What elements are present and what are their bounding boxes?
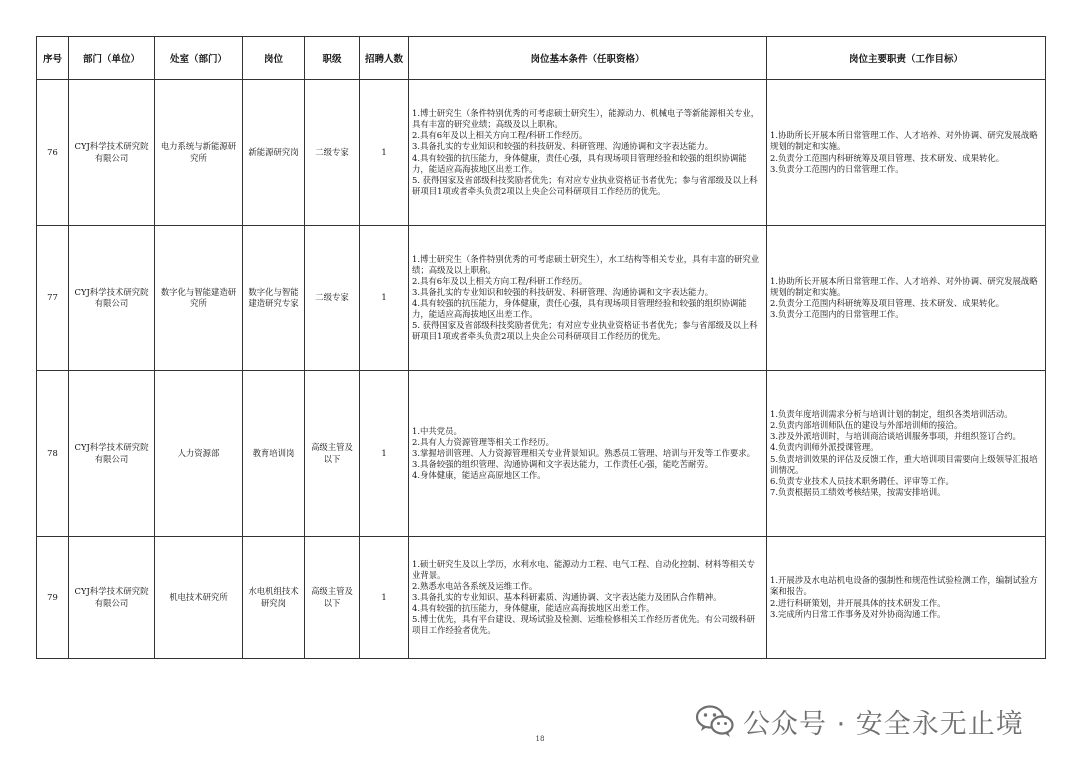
header-unit: 部门（单位） — [69, 37, 155, 80]
cell-dept: 数字化与智能建造研究所 — [155, 226, 243, 371]
cell-unit: CYJ科学技术研究院有限公司 — [69, 537, 155, 659]
cell-requirements: 1.硕士研究生及以上学历，水利水电、能源动力工程、电气工程、自动化控制、材料等相关专业背景。 2.熟悉水电站各系统及运维工作。 3.具备扎实的专业知识、基本科研素质、沟通协调、文字表达能力及团队合作精神。 4.具有较强的抗压能力，身体健康，能适应高海拔地区出差工作。 5.博士优先，具有平台建设、现场试验及检测、运维检修相关工作经历者优先。有公司级科研项目工作经验者优先。 — [409, 537, 767, 659]
cell-duties: 1.开展涉及水电站机电设备的强制性和规范性试验检测工作，编制试验方案和报告。 2.进行科研策划，并开展具体的技术研发工作。 3.完成所内日常工作事务及对外协商沟通工作。 — [767, 537, 1046, 659]
cell-level: 二级专家 — [305, 80, 360, 226]
cell-unit: CYJ科学技术研究院有限公司 — [69, 371, 155, 537]
table-row — [37, 537, 1046, 659]
header-post: 岗位 — [243, 37, 305, 80]
cell-dept: 电力系统与新能源研究所 — [155, 80, 243, 226]
cell-count: 1 — [360, 371, 409, 537]
cell-unit: CYJ科学技术研究院有限公司 — [69, 80, 155, 226]
cell-count: 1 — [360, 537, 409, 659]
cell-post: 数字化与智能建造研究专家 — [243, 226, 305, 371]
cell-level: 高级主管及以下 — [305, 371, 360, 537]
cell-dept: 人力资源部 — [155, 371, 243, 537]
header-duties: 岗位主要职责（工作目标） — [767, 37, 1046, 80]
header-count: 招聘人数 — [360, 37, 409, 80]
cell-duties: 1.负责年度培训需求分析与培训计划的制定，组织各类培训活动。 2.负责内部培训师队伍的建设与外部培训师的接洽。 3.涉及外派培训时，与培训商洽谈培训服务事项，并组织签订合约。 4.负责内训师外派授课管理。 5.负责培训效果的评估及反馈工作，重大培训项目需要向上级领导汇报培训情况。 6.负责专业技术人员技术职务聘任、评审等工作。 7.负责根据员工绩效考核结果，按需安排培训。 — [767, 371, 1046, 537]
cell-count: 1 — [360, 226, 409, 371]
cell-post: 水电机组技术研究岗 — [243, 537, 305, 659]
recruitment-table — [36, 36, 1046, 659]
cell-post: 新能源研究岗 — [243, 80, 305, 226]
header-no: 序号 — [37, 37, 69, 80]
cell-level: 高级主管及以下 — [305, 537, 360, 659]
header-requirements: 岗位基本条件（任职资格） — [409, 37, 767, 80]
table-row — [37, 371, 1046, 537]
table-header-row — [37, 37, 1046, 80]
header-level: 职级 — [305, 37, 360, 80]
cell-requirements: 1.博士研究生（条件特别优秀的可考虑硕士研究生），水工结构等相关专业，具有丰富的研究业绩；高级及以上职称。 2.具有6年及以上相关方向工程/科研工作经历。 3.具备扎实的专业知识和较强的科技研发、科研管理、沟通协调和文字表达能力。 4.具有较强的抗压能力，身体健康，责任心强，具有现场项目管理经验和较强的组织协调能力，能适应高海拔地区出差工作。 5. 获得国家及省部级科技奖励者优先；有对应专业执业资格证书者优先；参与省部级及以上科研项目1项或者牵头负责2项以上央企公司科研项目工作经历的优先。 — [409, 226, 767, 371]
cell-duties: 1.协助所长开展本所日常管理工作、人才培养、对外协调、研究发展战略规划的制定和实施。 2.负责分工范围内科研统筹及项目管理、技术研发、成果转化。 3.负责分工范围内的日常管理工作。 — [767, 80, 1046, 226]
cell-unit: CYJ科学技术研究院有限公司 — [69, 226, 155, 371]
cell-no: 79 — [37, 537, 69, 659]
cell-no: 77 — [37, 226, 69, 371]
cell-post: 教育培训岗 — [243, 371, 305, 537]
page-number: 18 — [535, 735, 545, 743]
cell-level: 二级专家 — [305, 226, 360, 371]
header-dept: 处室（部门） — [155, 37, 243, 80]
wechat-icon — [695, 704, 735, 738]
watermark — [695, 698, 1055, 744]
cell-no: 76 — [37, 80, 69, 226]
watermark-text: 公众号 · 安全永无止境 — [743, 708, 1024, 740]
cell-requirements: 1.博士研究生（条件特别优秀的可考虑硕士研究生），能源动力、机械电子等新能源相关专业，具有丰富的研究业绩；高级及以上职称。 2.具有6年及以上相关方向工程/科研工作经历。 3.具备扎实的专业知识和较强的科技研发、科研管理、沟通协调和文字表达能力。 4.具有较强的抗压能力，身体健康，责任心强，具有现场项目管理经验和较强的组织协调能力，能适应高海拔地区出差工作。 5. 获得国家及省部级科技奖励者优先；有对应专业执业资格证书者优先；参与省部级及以上科研项目1项或者牵头负责2项以上央企公司科研项目工作经历的优先。 — [409, 80, 767, 226]
cell-duties: 1.协助所长开展本所日常管理工作、人才培养、对外协调、研究发展战略规划的制定和实施。 2.负责分工范围内科研统筹及项目管理、技术研发、成果转化。 3.负责分工范围内的日常管理工作。 — [767, 226, 1046, 371]
cell-count: 1 — [360, 80, 409, 226]
cell-no: 78 — [37, 371, 69, 537]
table-row — [37, 80, 1046, 226]
cell-dept: 机电技术研究所 — [155, 537, 243, 659]
cell-requirements: 1.中共党员。 2.具有人力资源管理等相关工作经历。 3.掌握培训管理、人力资源管理相关专业背景知识。熟悉员工管理、培训与开发等工作要求。 3.具备较强的组织管理、沟通协调和文字表达能力，工作责任心强，能吃苦耐劳。 4.身体健康，能适应高原地区工作。 — [409, 371, 767, 537]
table-row — [37, 226, 1046, 371]
